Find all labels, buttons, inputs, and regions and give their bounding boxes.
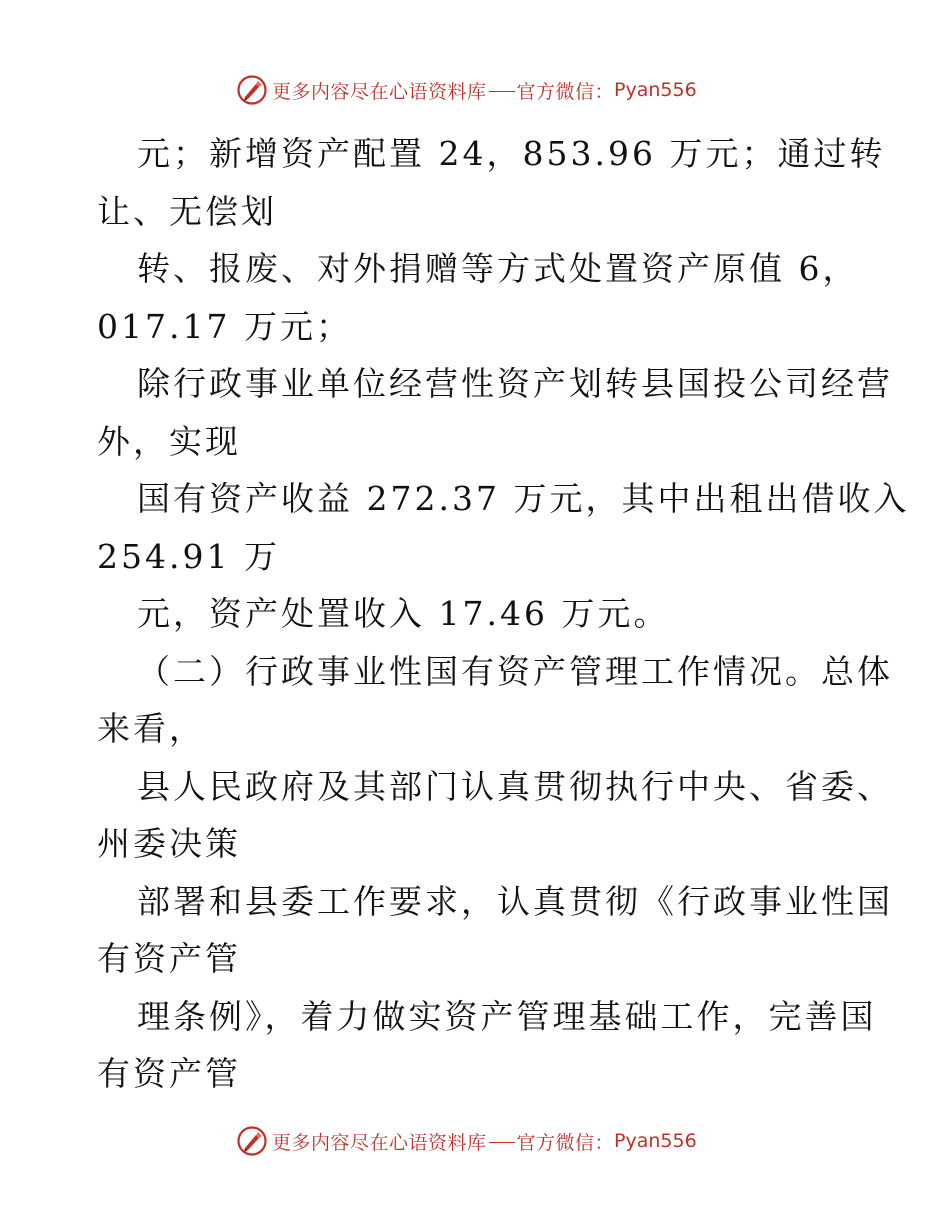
body-line: 除行政事业单位经营性资产划转县国投公司经营	[137, 364, 893, 403]
body-line: 国有资产收益 272.37 万元，其中出租出借收入	[137, 479, 910, 518]
body-line: 254.91 万	[97, 536, 280, 576]
body-line: 有资产管	[97, 939, 241, 978]
pen-logo-icon	[236, 74, 268, 106]
watermark-dash	[489, 1142, 515, 1143]
watermark-id: Pyan556	[614, 1130, 697, 1152]
body-line: 部署和县委工作要求，认真贯彻《行政事业性国	[137, 881, 893, 921]
section-heading-line: （二）行政事业性国有资产管理工作情况。总体	[137, 651, 893, 691]
watermark-id: Pyan556	[614, 79, 697, 101]
watermark-text: 更多内容尽在心语资料库	[272, 80, 487, 103]
watermark-dash	[489, 91, 515, 92]
body-line: 州委决策	[97, 824, 241, 863]
body-line: 元，资产处置收入 17.46 万元。	[137, 594, 670, 633]
body-line: 转、报废、对外捐赠等方式处置资产原值 6，	[137, 249, 859, 288]
watermark-label: 官方微信：	[516, 1131, 615, 1154]
body-line: 017.17 万元；	[97, 306, 352, 346]
body-line: 理条例》，着力做实资产管理基础工作，完善国	[137, 996, 877, 1036]
body-line: 来看，	[97, 709, 205, 748]
body-line: 县人民政府及其部门认真贯彻执行中央、省委、	[137, 766, 893, 806]
body-line: 有资产管	[97, 1054, 241, 1093]
pen-logo-icon	[236, 1125, 268, 1157]
body-line: 元；新增资产配置 24，853.96 万元；通过转	[137, 134, 886, 173]
watermark-text: 更多内容尽在心语资料库	[272, 1131, 487, 1154]
header-watermark	[236, 73, 756, 107]
footer-watermark	[236, 1124, 756, 1158]
body-line: 让、无偿划	[97, 191, 277, 231]
document-body	[97, 125, 910, 1103]
body-line: 外，实现	[97, 421, 241, 461]
watermark-label: 官方微信：	[516, 80, 615, 103]
